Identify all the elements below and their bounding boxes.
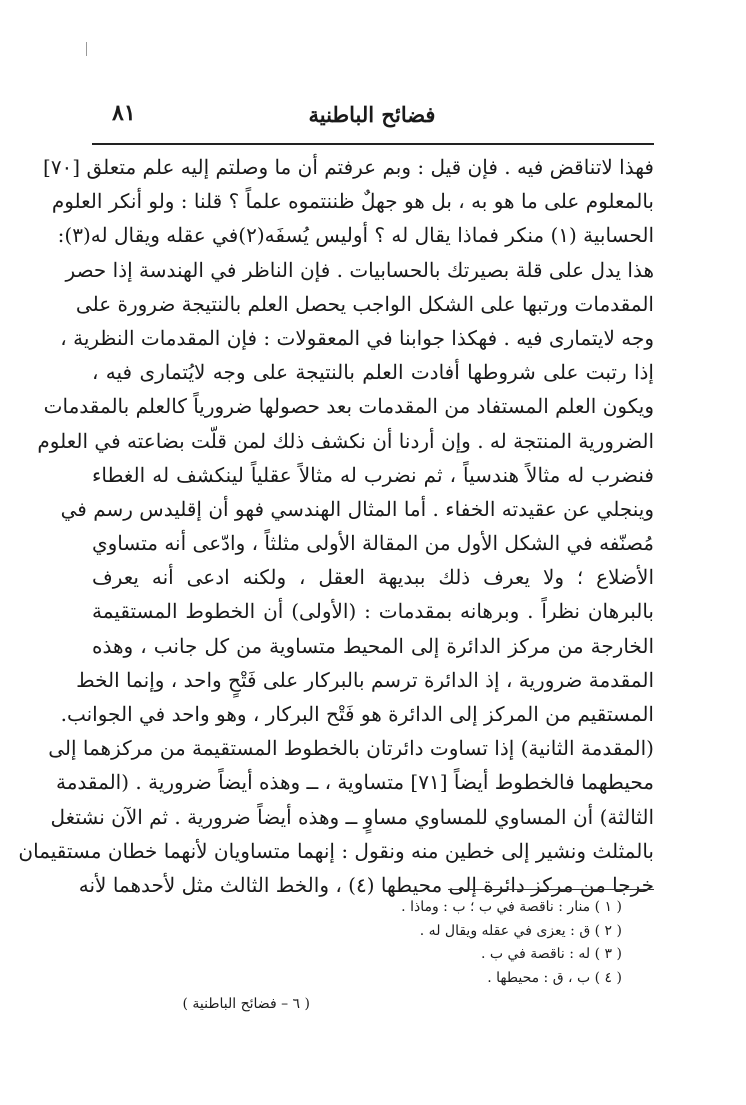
- signature-mark: ( ٦ – فضائح الباطنية ): [182, 996, 310, 1012]
- text-line: وينجلي عن عقيدته الخفاء . أما المثال الهندسي فهو أن إقليدس رسم في: [60, 496, 654, 521]
- running-title: فضائح الباطنية: [308, 102, 436, 127]
- text-line: الخارجة من مركز الدائرة إلى المحيط متساوية من كل جانب ، وهذه: [92, 633, 654, 658]
- text-line: (المقدمة الثانية) إذا تساوت دائرتان بالخطوط المستقيمة من مركزهما إلى: [48, 736, 654, 761]
- footnote: ( ١ ) منار : ناقصة في ب ؛ ب : وماذا .: [401, 899, 622, 915]
- text-line: الحسابية (١) منكر فماذا يقال له ؟ أوليس يُسفَه(٢)في عقله ويقال له(٣):: [57, 223, 654, 248]
- footnote: ( ٢ ) ق : يعزى في عقله ويقال له .: [419, 922, 622, 939]
- footnote-rule: [448, 889, 654, 890]
- text-line: فهذا لاتناقض فيه . فإن قيل : وبم عرفتم أن ما وصلتم إليه علم متعلق [٧٠]: [43, 155, 654, 179]
- text-line: محيطهما فالخطوط أيضاً [٧١] متساوية ، ــ وهذه أيضاً ضرورية . (المقدمة: [55, 770, 654, 795]
- text-line: هذا يدل على قلة بصيرتك بالحسابيات . فإن الناظر في الهندسة إذا حصر: [65, 257, 654, 282]
- header-rule: [92, 143, 654, 145]
- margin-mark: [86, 42, 87, 56]
- text-line: فنضرب له مثالاً هندسياً ، ثم نضرب له مثالاً عقلياً لينكشف له الغطاء: [92, 462, 654, 487]
- text-line: المستقيم من المركز إلى الدائرة هو فَتْح البركار ، وهو واحد في الجوانب.: [60, 702, 654, 726]
- text-line: الأضلاع ؛ ولا يعرف ذلك ببديهة العقل ، ولكنه ادعى أنه يعرف: [92, 565, 654, 590]
- footnotes: [300, 896, 622, 990]
- text-line: خرجا من مركز دائرة إلى محيطها (٤) ، والخط الثالث مثل لأحدهما لأنه: [78, 872, 654, 897]
- footnote: ( ٤ ) ب ، ق : محيطها .: [487, 969, 622, 986]
- text-line: الضرورية المنتجة له . وإن أردنا أن نكشف ذلك لمن قلّت بضاعته في العلوم: [37, 428, 654, 453]
- text-line: مُصنّفه في الشكل الأول من المقالة الأولى مثلثاً ، وادّعى أنه متساوي: [91, 531, 654, 556]
- text-line: المقدمات ورتبها على الشكل الواجب يحصل العلم بالنتيجة ضرورة على: [75, 291, 654, 316]
- text-line: إذا رتبت على شروطها أفادت العلم بالنتيجة على وجه لايُتمارى فيه ،: [92, 360, 654, 385]
- main-text: [18, 150, 654, 902]
- text-line: المقدمة ضرورية ، إذ الدائرة ترسم بالبركار على فَتْحٍ واحد ، وإنما الخط: [76, 667, 654, 692]
- text-line: بالبرهان نظراً . وبرهانه بمقدمات : (الأولى) أن الخطوط المستقيمة: [92, 599, 654, 624]
- text-line: ويكون العلم المستفاد من المقدمات بعد حصولها ضرورياً كالعلم بالمقدمات: [43, 394, 654, 419]
- text-line: الثالثة) أن المساوي للمساوي مساوٍ ــ وهذه أيضاً ضرورية . ثم الآن نشتغل: [50, 804, 654, 829]
- page-number: ٨١: [112, 100, 136, 126]
- text-line: بالمعلوم على ما هو به ، بل هو جهلٌ ظننتموه علماً ؟ قلنا : ولو أنكر العلوم: [51, 189, 654, 214]
- text-line: وجه لايتمارى فيه . فهكذا جوابنا في المعقولات : فإن المقدمات النظرية ،: [60, 325, 654, 350]
- footnote: ( ٣ ) له : ناقصة في ب .: [480, 946, 622, 962]
- text-line: بالمثلث ونشير إلى خطين منه ونقول : إنهما متساويان لأنهما خطان مستقيمان: [18, 838, 654, 863]
- running-header: [92, 96, 652, 140]
